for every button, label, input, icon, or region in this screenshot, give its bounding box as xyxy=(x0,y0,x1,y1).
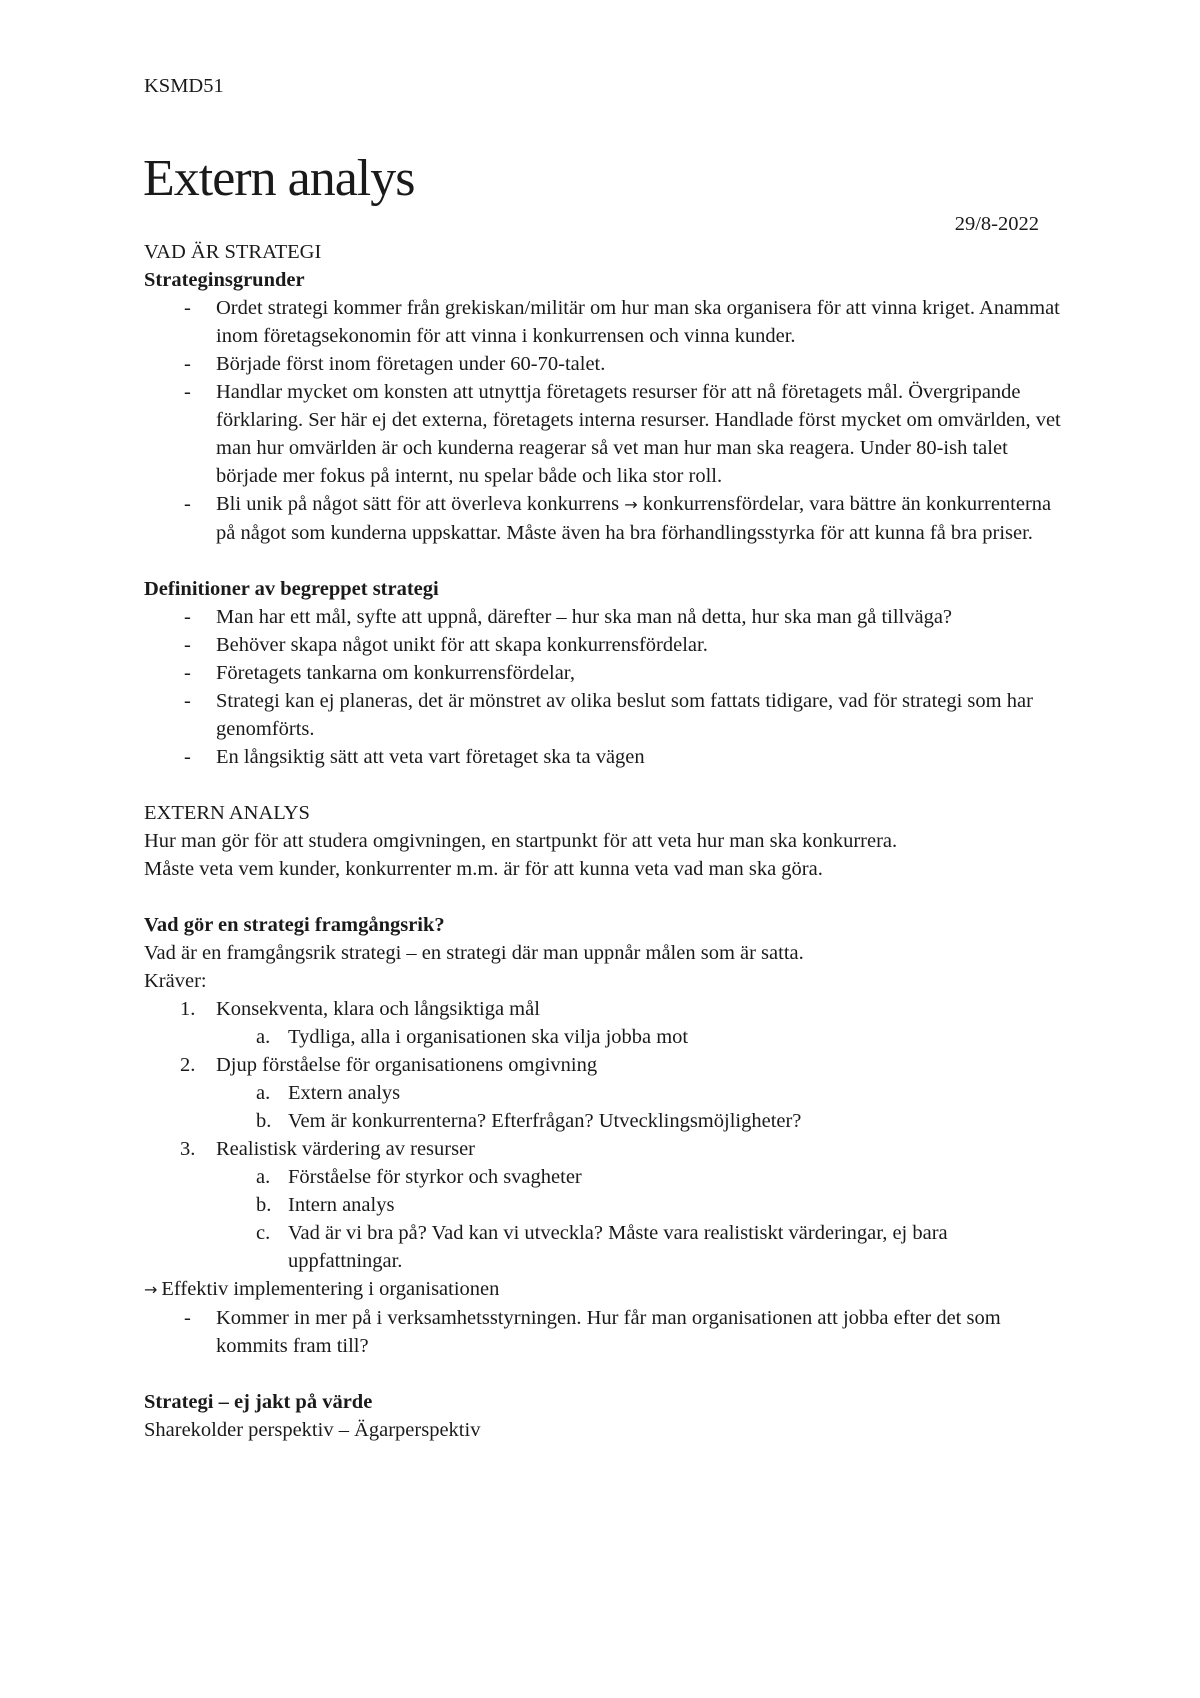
sub-item-letter: a. xyxy=(256,1082,271,1104)
item-text: Djup förståelse för organisationens omgivning xyxy=(216,1054,598,1076)
sub-item xyxy=(144,1191,1064,1219)
sub-item xyxy=(144,1023,1064,1051)
extern-text-2: Måste veta vem kunder, konkurrenter m.m. är för att kunna veta vad man ska göra. xyxy=(144,858,823,880)
sub-item-text: Vad är vi bra på? Vad kan vi utveckla? Måste vara realistiskt värderingar, ej bara uppfattningar. xyxy=(288,1222,948,1272)
date: 29/8-2022 xyxy=(954,213,1039,235)
sub-item xyxy=(144,1163,1064,1191)
list-item: - Började först inom företagen under 60-70-talet. xyxy=(144,350,1064,378)
numbered-item xyxy=(144,1135,1064,1275)
sub-item-text: Extern analys xyxy=(288,1082,401,1104)
extern-heading: EXTERN ANALYS xyxy=(144,802,310,824)
item-number: 2. xyxy=(180,1054,196,1076)
list-item-text: konkurrensfördelar, vara bättre än konkurrenterna på något som kunderna uppskattar. Måste även ha bra förhandlingsstyrka för att kunna få bra priser. xyxy=(216,493,1052,544)
framgang-heading: Vad gör en strategi framgångsrik? xyxy=(144,914,445,936)
strategy-section-heading: VAD ÄR STRATEGI xyxy=(144,241,322,263)
definitioner-heading: Definitioner av begreppet strategi xyxy=(144,578,439,600)
list-item: - Strategi kan ej planeras, det är mönstret av olika beslut som fattats tidigare, vad för strategi som har genomförts. xyxy=(144,687,1064,743)
item-number: 3. xyxy=(180,1138,196,1160)
framgang-intro: Vad är en framgångsrik strategi – en strategi där man uppnår målen som är satta. xyxy=(144,942,804,964)
sub-item-text: Intern analys xyxy=(288,1194,395,1216)
extern-text-1: Hur man gör för att studera omgivningen, en startpunkt för att veta hur man ska konkurrera. xyxy=(144,830,898,852)
sub-item-letter: b. xyxy=(256,1110,272,1132)
numbered-item xyxy=(144,1051,1064,1135)
sub-item xyxy=(144,1107,1064,1135)
sub-list xyxy=(216,1023,1064,1051)
sub-list xyxy=(216,1163,1064,1275)
grunder-list xyxy=(144,294,1064,547)
list-item: - Kommer in mer på i verksamhetsstyrningen. Hur får man organisationen att jobba efter det som kommits fram till? xyxy=(144,1304,1064,1360)
arrow-icon: → xyxy=(144,1280,158,1299)
list-item xyxy=(144,490,1064,547)
sub-item-letter: c. xyxy=(256,1222,271,1244)
list-item-text: Bli unik på något sätt för att överleva konkurrens xyxy=(216,493,620,515)
definitioner-list xyxy=(144,603,1064,771)
list-item: - Företagets tankarna om konkurrensfördelar, xyxy=(144,659,1064,687)
list-item: - Handlar mycket om konsten att utnyttja företagets resurser för att nå företagets mål. Övergripande förklaring. Ser här ej det externa, företagets interna resurser. Handlade först mycket om omvärlden, vet man hur omvärlden är och kunderna reagerar så vet man hur man ska reagera. Under 80-ish talet började mer fokus på internt, nu spelar både och lika stor roll. xyxy=(144,378,1064,490)
sub-item-letter: a. xyxy=(256,1026,271,1048)
list-item: - Ordet strategi kommer från grekiskan/militär om hur man ska organisera för att vinna kriget. Anammat inom företagsekonomin för att vinna i konkurrensen och vinna kunder. xyxy=(144,294,1064,350)
sub-item xyxy=(144,1079,1064,1107)
sub-item-letter: a. xyxy=(256,1166,271,1188)
varde-text: Sharekolder perspektiv – Ägarperspektiv xyxy=(144,1419,481,1441)
course-code: KSMD51 xyxy=(144,75,224,97)
document-body xyxy=(144,238,1064,1444)
page-title: Extern analys xyxy=(143,150,415,207)
item-text: Konsekventa, klara och långsiktiga mål xyxy=(216,998,540,1020)
item-text: Realistisk värdering av resurser xyxy=(216,1138,476,1160)
sub-item-letter: b. xyxy=(256,1194,272,1216)
sub-item xyxy=(144,1219,1064,1275)
list-item: - Man har ett mål, syfte att uppnå, därefter – hur ska man nå detta, hur ska man gå tillväga? xyxy=(144,603,1064,631)
list-item: - Behöver skapa något unikt för att skapa konkurrensfördelar. xyxy=(144,631,1064,659)
sub-item-text: Tydliga, alla i organisationen ska vilja jobba mot xyxy=(288,1026,689,1048)
sub-list xyxy=(216,1079,1064,1135)
kraver-label: Kräver: xyxy=(144,970,207,992)
implementation-text: Effektiv implementering i organisationen xyxy=(161,1278,500,1300)
numbered-item xyxy=(144,995,1064,1051)
item-number: 1. xyxy=(180,998,196,1020)
grunder-heading: Strateginsgrunder xyxy=(144,269,305,291)
sub-item-text: Förståelse för styrkor och svagheter xyxy=(288,1166,582,1188)
arrow-icon: → xyxy=(624,495,638,514)
list-item: - En långsiktig sätt att veta vart företaget ska ta vägen xyxy=(144,743,1064,771)
implementation-line xyxy=(144,1275,1064,1304)
varde-heading: Strategi – ej jakt på värde xyxy=(144,1391,373,1413)
implementation-list xyxy=(144,1304,1064,1360)
sub-item-text: Vem är konkurrenterna? Efterfrågan? Utvecklingsmöjligheter? xyxy=(288,1110,802,1132)
framgang-list xyxy=(144,995,1064,1275)
